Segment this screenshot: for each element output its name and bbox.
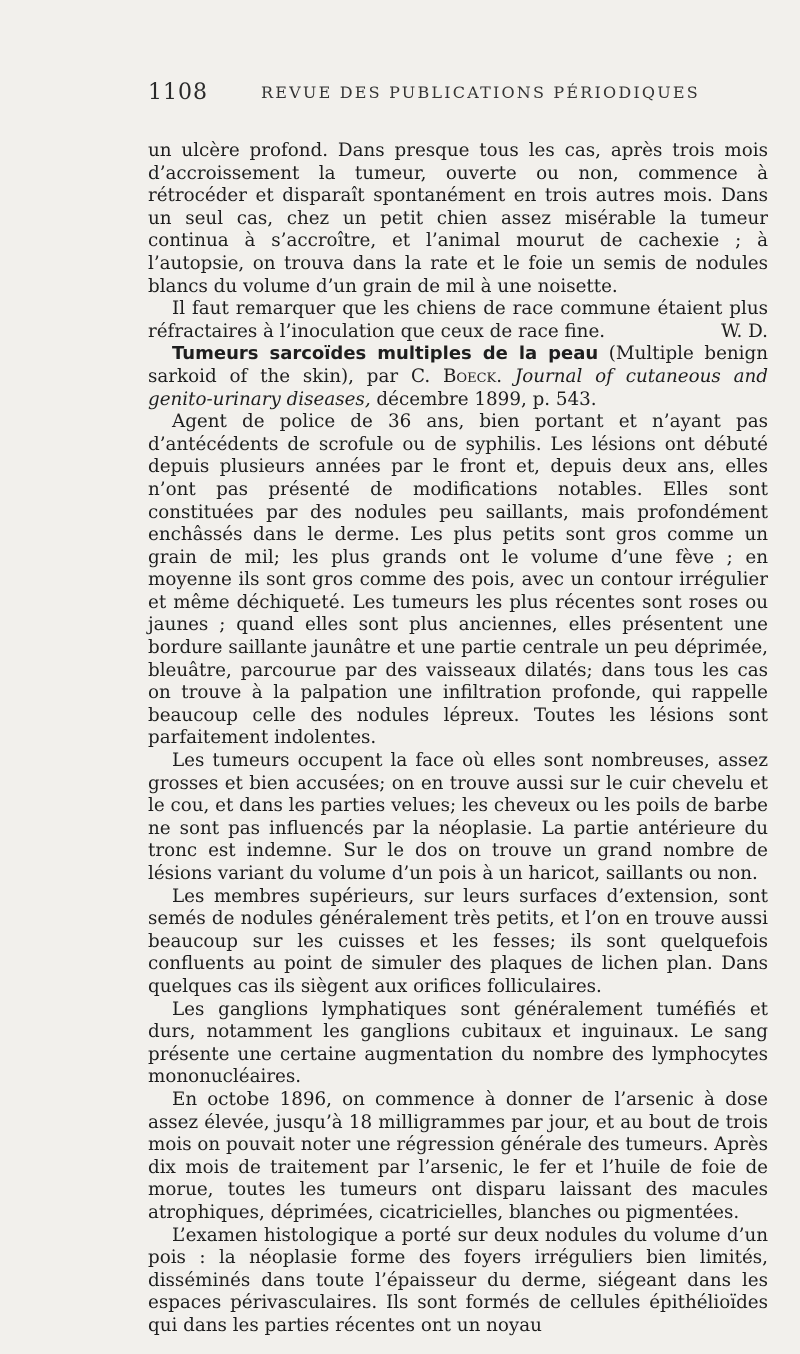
article-title: Tumeurs sarcoïdes multiples de la peau <box>172 343 599 365</box>
paragraph-2-text: Il faut remarquer que les chiens de race commune étaient plus réfractaires à l’inoculation que ceux de race fine. <box>148 298 768 342</box>
paragraph-1: un ulcère profond. Dans presque tous les cas, après trois mois d’accroissement la tumeur, ouverte ou non, commence à rétrocéder et disparaît spontanément en trois autres mois. Dans un seul cas, chez un petit chien assez misérable la tumeur continua à s’accroître, et l’animal mourut de cachexie ; à l’autopsie, on trouva dans la rate et le foie un semis de nodules blancs du volume d’un grain de mil à une noisette. <box>148 140 768 297</box>
article-date: décembre 1899, p. 543. <box>370 388 597 410</box>
article-heading <box>148 343 768 411</box>
article-author: Boeck <box>443 365 497 387</box>
page-header <box>148 80 768 110</box>
paragraph-3: Agent de police de 36 ans, bien portant et n’ayant pas d’antécédents de scrofule ou de syphilis. Les lésions ont débuté depuis plusieurs années par le front et, depuis deux ans, elles n’ont pas présenté de modifications notables. Elles sont constituées par des nodules peu saillants, mais profondément enchâssés dans le derme. Les plus petits sont gros comme un grain de mil; les plus grands ont le volume d’une fève ; en moyenne ils sont gros comme des pois, avec un contour irrégulier et même déchiqueté. Les tumeurs les plus récentes sont roses ou jaunes ; quand elles sont plus anciennes, elles présentent une bordure saillante jaunâtre et une partie centrale un peu déprimée, bleuâtre, parcourue par des vaisseaux dilatés; dans tous les cas on trouve à la palpation une infiltration profonde, qui rappelle beaucoup celle des nodules lépreux. Toutes les lésions sont parfaitement indolentes. <box>148 411 768 749</box>
page-body <box>148 140 768 1337</box>
article-subtitle: (Multiple benign sarkoid of the skin), par C. <box>148 343 768 387</box>
article-journal: Journal of cutaneous and genito-urinary diseases, <box>148 365 769 410</box>
paragraph-8: L’examen histologique a porté sur deux nodules du volume d’un pois : la néoplasie forme des foyers irréguliers bien limités, disséminés dans toute l’épaisseur du derme, siégeant dans les espaces périvasculaires. Ils sont formés de cellules épithélioïdes qui dans les parties récentes ont un noyau <box>148 1224 768 1336</box>
paragraph-7: En octobe 1896, on commence à donner de l’arsenic à dose assez élevée, jusqu’à 18 milligrammes par jour, et au bout de trois mois on pouvait noter une régression générale des tumeurs. Après dix mois de traitement par l’arsenic, le fer et l’huile de foie de morue, toutes les tumeurs ont disparu laissant des macules atrophiques, déprimées, cicatricielles, blanches ou pigmentées. <box>148 1088 768 1223</box>
article-separator: . <box>496 365 515 387</box>
paragraph-5: Les membres supérieurs, sur leurs surfaces d’extension, sont semés de nodules généralement très petits, et l’on en trouve aussi beaucoup sur les cuisses et les fesses; ils sont quelquefois confluents au point de simuler des plaques de lichen plan. Dans quelques cas ils siègent aux orifices folliculaires. <box>148 885 768 997</box>
paragraph-2 <box>148 298 768 343</box>
page-number: 1108 <box>148 80 208 105</box>
running-title: REVUE DES PUBLICATIONS PÉRIODIQUES <box>261 83 700 102</box>
author-signature: W. D. <box>720 320 768 342</box>
paragraph-4: Les tumeurs occupent la face où elles sont nombreuses, assez grosses et bien accusées; on en trouve aussi sur le cuir chevelu et le cou, et dans les parties velues; les cheveux ou les poils de barbe ne sont pas influencés par la néoplasie. La partie antérieure du tronc est indemne. Sur le dos on trouve un grand nombre de lésions variant du volume d’un pois à un haricot, saillants ou non. <box>148 750 768 884</box>
paragraph-6: Les ganglions lymphatiques sont généralement tuméfiés et durs, notamment les ganglions cubitaux et inguinaux. Le sang présente une certaine augmentation du nombre des lymphocytes mononucléaires. <box>148 998 768 1088</box>
